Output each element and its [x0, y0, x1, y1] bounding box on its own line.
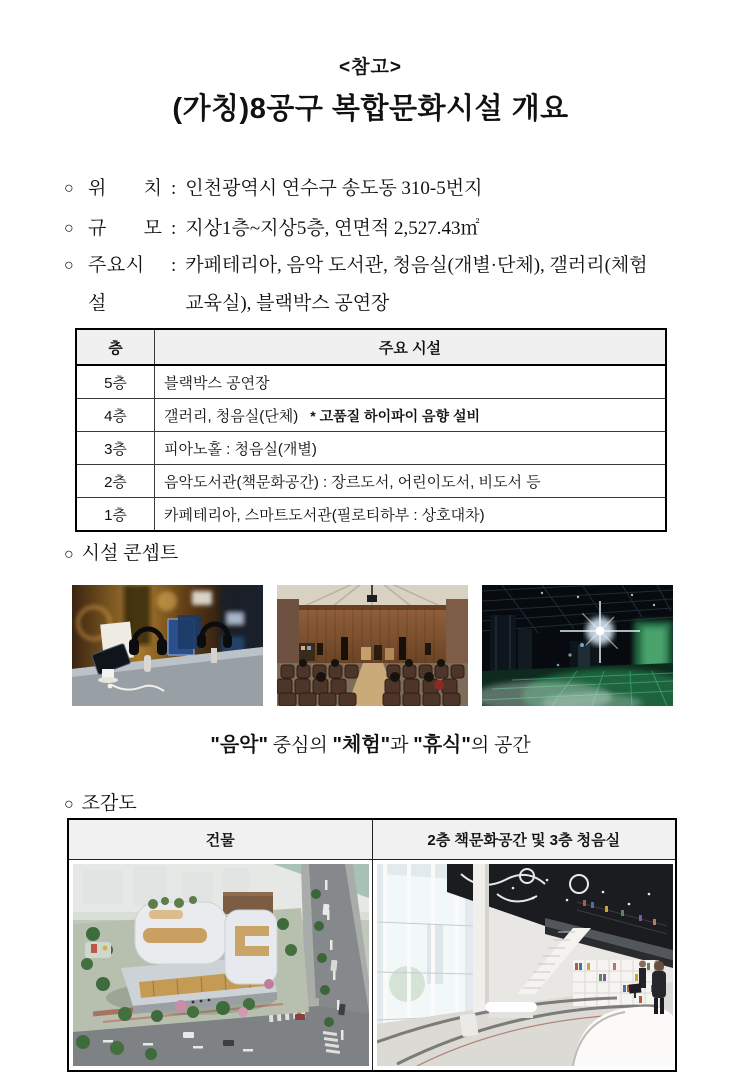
facility-cell: [155, 365, 667, 399]
bullet-location: [64, 170, 714, 208]
facility-cell: [155, 465, 667, 498]
bullet-facilities-label: 주요시설: [88, 255, 145, 314]
page-title: (가칭)8공구 복합문화시설 개요: [172, 93, 569, 125]
interior-render-cell: [372, 860, 676, 1072]
label-char: 치: [143, 178, 162, 199]
col-header-floor: 층: [76, 329, 155, 365]
listening-hall-photo: [277, 585, 468, 706]
concept-caption: [0, 728, 741, 757]
building-aerial-render: [73, 864, 369, 1066]
facility-text: 갤러리, 청음실(단체): [164, 407, 299, 425]
table-row: [76, 465, 666, 498]
table-row: [76, 365, 666, 399]
circle-bullet-icon: ○: [64, 180, 74, 197]
table-row: [76, 399, 666, 432]
col-header-facility: 주요 시설: [155, 329, 667, 365]
circle-bullet-icon: ○: [64, 220, 74, 237]
colon: :: [171, 218, 177, 239]
floor-cell: 1층: [76, 498, 155, 532]
caption-mid: 의 공간: [470, 735, 531, 756]
colon: :: [171, 255, 177, 276]
caption-quote-experience: "체험": [332, 734, 391, 756]
col-header-building: 건물: [68, 819, 372, 860]
bullet-location-value: 인천광역시 연수구 송도동 310-5번지: [185, 178, 483, 199]
facility-cell: [155, 498, 667, 532]
label-char: 모: [143, 218, 162, 239]
facility-text: 블랙박스 공연장: [164, 374, 270, 392]
building-render-cell: [68, 860, 372, 1072]
floors-table-header-row: [76, 329, 666, 365]
caption-mid: 과: [390, 735, 414, 756]
section-aerial-label: [64, 788, 137, 815]
facility-text: 음악도서관(책문화공간) : 장르도서, 어린이도서, 비도서 등: [164, 473, 541, 491]
facility-text: 피아노홀 : 청음실(개별): [164, 440, 317, 458]
floor-cell: 4층: [76, 399, 155, 432]
aerial-table-header-row: [68, 819, 676, 860]
section-concept-text: 시설 콘셉트: [81, 543, 179, 564]
floor-cell: 5층: [76, 365, 155, 399]
bullet-scale-label: [88, 210, 162, 248]
facility-note: * 고품질 하이파이 음향 설비: [310, 407, 481, 424]
section-aerial-text: 조감도: [81, 793, 137, 814]
caption-mid: 중심의: [267, 735, 333, 756]
concept-images: [72, 585, 673, 706]
circle-bullet-icon: ○: [64, 546, 74, 563]
table-row: [76, 498, 666, 532]
label-char: 위: [88, 178, 107, 199]
floor-cell: 3층: [76, 432, 155, 465]
circle-bullet-icon: ○: [64, 257, 74, 274]
facility-cell: [155, 432, 667, 465]
col-header-interior: 2층 책문화공간 및 3층 청음실: [372, 819, 676, 860]
interior-render: [377, 864, 673, 1066]
table-row: [76, 432, 666, 465]
facility-cell: [155, 399, 667, 432]
facility-text: 카페테리아, 스마트도서관(필로티하부 : 상호대차): [164, 506, 485, 524]
bullet-facilities-value: 카페테리아, 음악 도서관, 청음실(개별·단체), 갤러리(체험 교육실), 블랙박스 공연장: [185, 255, 648, 314]
label-char: 규: [88, 218, 107, 239]
floors-table: [75, 328, 667, 532]
bullet-scale: [64, 210, 714, 248]
section-concept-label: [64, 538, 178, 565]
blackbox-theater-photo: [482, 585, 673, 706]
caption-quote-music: "음악": [210, 734, 268, 756]
colon: :: [171, 178, 177, 199]
bullet-facilities: [64, 247, 714, 323]
floor-cell: 2층: [76, 465, 155, 498]
ref-tag: <참고>: [339, 57, 402, 78]
listening-station-photo: [72, 585, 263, 706]
aerial-table-image-row: [68, 860, 676, 1072]
aerial-table: [67, 818, 677, 1072]
caption-quote-rest: "휴식": [413, 734, 471, 756]
circle-bullet-icon: ○: [64, 796, 74, 813]
bullet-location-label: [88, 170, 162, 208]
bullet-scale-value: 지상1층~지상5층, 연면적 2,527.43㎡: [185, 218, 480, 239]
